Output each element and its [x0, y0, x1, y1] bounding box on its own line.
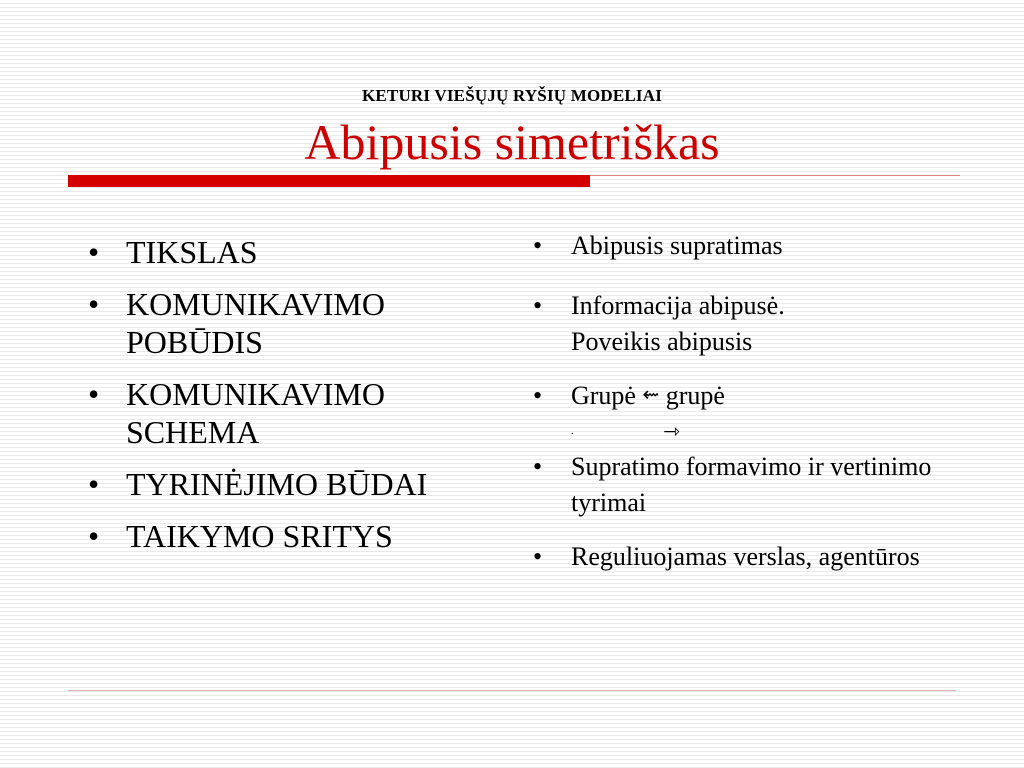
bullet-icon: •: [88, 234, 100, 270]
arrow-line: [571, 415, 953, 449]
list-item: [88, 233, 508, 271]
slide-subtitle: KETURI VIEŠŲJŲ RYŠIŲ MODELIAI: [361, 86, 663, 105]
list-item-label: TIKSLAS: [126, 234, 258, 270]
list-item: [88, 375, 508, 451]
bullet-icon: •: [88, 286, 100, 322]
list-item: [533, 288, 953, 360]
arrow-left-icon: ⇜: [642, 382, 660, 406]
group-label-left: Grupė: [571, 381, 636, 410]
list-item: [88, 517, 508, 555]
title-underline-thin: [590, 175, 960, 176]
list-item: [533, 449, 953, 521]
bullet-icon: •: [533, 452, 543, 481]
list-item-label: Informacija abipusė.: [571, 291, 785, 320]
bullet-icon: •: [88, 466, 100, 502]
group-label-right: grupė: [665, 381, 725, 410]
bullet-icon: •: [533, 381, 543, 410]
list-item-label: Poveikis abipusis: [571, 327, 753, 356]
dot-mark: .: [571, 426, 574, 437]
bullet-icon: •: [88, 376, 100, 412]
list-item: [533, 378, 953, 449]
footer-divider: [68, 690, 956, 691]
list-item-label: TAIKYMO SRITYS: [126, 518, 393, 554]
list-item: [533, 228, 953, 264]
right-bullet-list: [533, 228, 953, 575]
list-item-label: Reguliuojamas verslas, agentūros: [571, 542, 920, 571]
list-item-label: Supratimo formavimo ir vertinimo tyrimai: [571, 452, 932, 517]
bullet-icon: •: [533, 231, 543, 260]
list-item-label: KOMUNIKAVIMO POBŪDIS: [126, 286, 385, 360]
list-item-label: KOMUNIKAVIMO SCHEMA: [126, 376, 385, 450]
list-item: [533, 539, 953, 575]
title-underline-thick: [68, 175, 590, 187]
list-item: [88, 285, 508, 361]
list-item: [88, 465, 508, 503]
list-item-label: TYRINĖJIMO BŪDAI: [126, 466, 428, 502]
list-item-label: Abipusis supratimas: [571, 231, 783, 260]
bullet-icon: •: [533, 542, 543, 571]
bullet-icon: •: [88, 518, 100, 554]
slide-title: Abipusis simetriškas: [304, 114, 720, 170]
bullet-icon: •: [533, 291, 543, 320]
left-bullet-list: [88, 233, 508, 569]
arrow-right-icon: ⇾: [663, 419, 680, 443]
